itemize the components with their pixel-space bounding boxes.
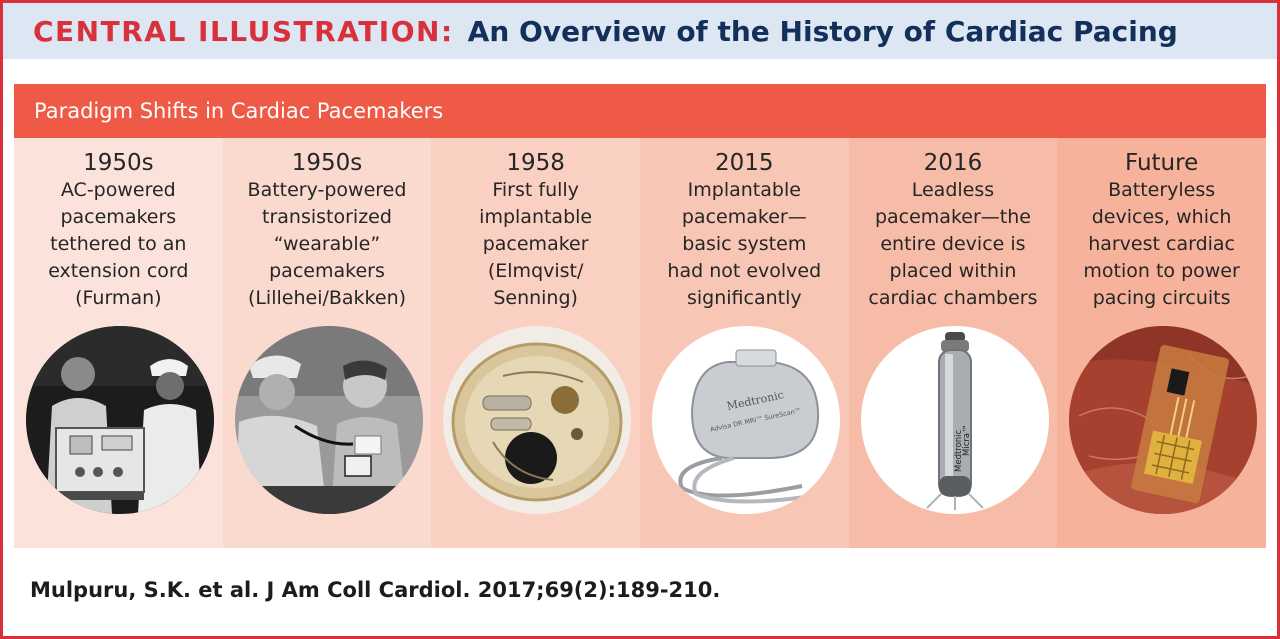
panel-heading-band [14, 84, 1266, 138]
era-desc-line: (Furman) [75, 287, 162, 309]
citation: Mulpuru, S.K. et al. J Am Coll Cardiol. 2017;69(2):189-210. [30, 578, 721, 602]
era-year: 1958 [506, 150, 565, 176]
era-desc-line: AC-powered [60, 179, 176, 201]
era-year: 1950s [83, 150, 154, 176]
era-desc-line: implantable [479, 206, 593, 228]
wearable-pacemaker-photo [235, 326, 423, 514]
era-desc-line: extension cord [48, 260, 189, 282]
era-desc-line: motion to power [1083, 260, 1240, 282]
panel-heading: Paradigm Shifts in Cardiac Pacemakers [34, 99, 444, 123]
device-model: Micra™ [961, 424, 972, 456]
ac-pacemaker-photo [26, 326, 214, 514]
era-desc-line: harvest cardiac [1088, 233, 1236, 255]
figure-header [3, 3, 1277, 59]
timeline-column-4 [849, 138, 1058, 548]
era-desc-line: tethered to an [50, 233, 187, 255]
era-desc-line: basic system [682, 233, 807, 255]
device-brand: Medtronic [953, 429, 964, 472]
timeline-column-1 [223, 138, 432, 548]
era-desc-line: Implantable [687, 179, 801, 201]
era-year: 2016 [923, 150, 983, 176]
batteryless-device-photo [1069, 326, 1257, 514]
central-illustration-label: CENTRAL ILLUSTRATION: [33, 14, 454, 48]
timeline-column-2 [431, 138, 640, 548]
era-desc-line: transistorized [262, 206, 392, 228]
era-desc-line: (Lillehei/Bakken) [247, 287, 407, 309]
era-desc-line: First fully [492, 179, 579, 201]
era-desc-line: pacemaker—the [874, 206, 1031, 228]
device-model: Advisa DR MRI™ SureScan™ [709, 406, 802, 434]
era-desc-line: Senning) [493, 287, 578, 309]
era-desc-line: pacemaker [482, 233, 589, 255]
era-desc-line: significantly [686, 287, 802, 309]
era-desc-line: devices, which [1091, 206, 1232, 228]
era-desc-line: pacing circuits [1092, 287, 1231, 309]
device-brand: Medtronic [725, 388, 785, 413]
timeline-columns [14, 138, 1266, 548]
era-year: 2015 [715, 150, 774, 176]
era-desc-line: pacemaker— [681, 206, 807, 228]
era-desc-line: cardiac chambers [868, 287, 1038, 309]
era-desc-line: had not evolved [667, 260, 822, 282]
era-desc-line: (Elmqvist/ [487, 260, 584, 282]
era-desc-line: Leadless [911, 179, 995, 201]
figure-title: An Overview of the History of Cardiac Pacing [467, 14, 1178, 48]
era-desc-line: pacemakers [269, 260, 385, 282]
timeline-panel [14, 84, 1266, 548]
timeline-column-3 [640, 138, 849, 548]
modern-pacemaker-photo [652, 326, 840, 514]
era-desc-line: Battery-powered [247, 179, 407, 201]
era-desc-line: entire device is [880, 233, 1026, 255]
era-desc-line: pacemakers [60, 206, 177, 228]
era-year: Future [1124, 150, 1199, 176]
timeline-column-0 [14, 138, 223, 548]
era-desc-line: Batteryless [1108, 179, 1216, 201]
era-desc-line: “wearable” [273, 233, 381, 255]
implantable-pacemaker-photo [443, 326, 631, 514]
era-desc-line: placed within [889, 260, 1017, 282]
timeline-column-5 [1057, 138, 1266, 548]
leadless-pacemaker-photo [861, 326, 1049, 514]
era-year: 1950s [291, 150, 363, 176]
